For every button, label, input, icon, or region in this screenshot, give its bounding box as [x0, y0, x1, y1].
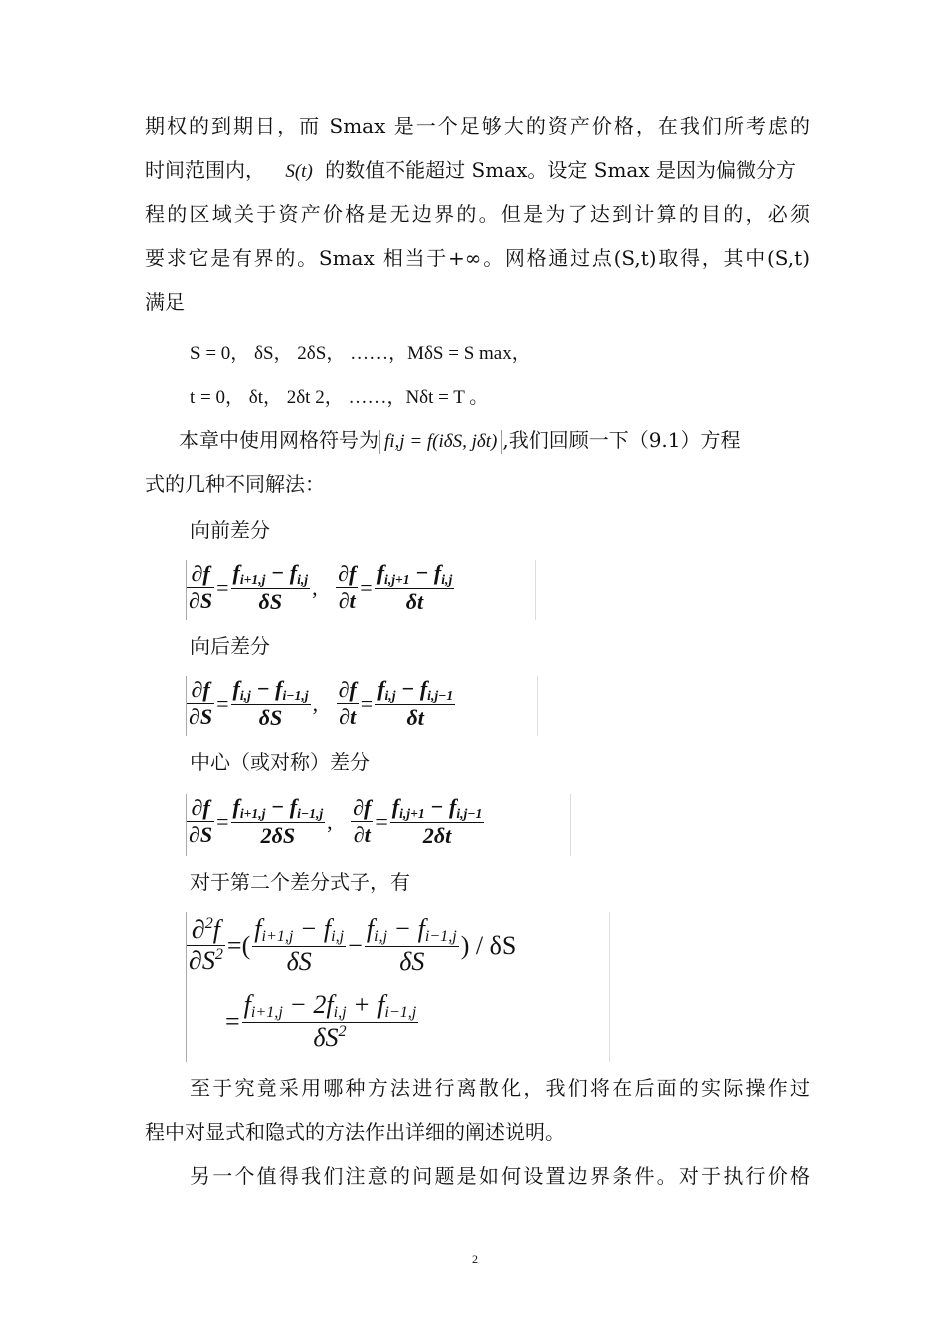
grid-t-points: t = 0， δt， 2δt 2， ……，Nδt = T 。 — [190, 387, 489, 408]
label-backward-difference: 向后差分 — [190, 634, 270, 658]
paragraph4-line1: 另一个值得我们注意的问题是如何设置边界条件。对于执行价格 — [190, 1164, 810, 1188]
equation-forward-difference: $\frac{\partial f}{\partial S}$ = $\frac{f_{i+1,j} - f_{i,j}}{\delta S}$ , $\frac{\partial f}{\partial t}$ = $\frac{f_{i,j+1} - f_{i,j}}{\delta t}$ — [186, 560, 536, 620]
equation-second-difference: $\frac{\partial^2f}{\partial S^2}$ =( $\frac{f_{i+1,j} - f_{i,j}}{\delta S}$ − $\frac{f_{i,j} - f_{i-1,j}}{\delta S}$ ) / δS = $\frac{f_{i+1,j} - 2f_{i,j} + f_{i-1,j}}{\delta S^2}$ — [186, 912, 610, 1062]
equation-central-difference: $\frac{\partial f}{\partial S}$ = $\frac{f_{i+1,j} - f_{i-1,j}}{2\delta S}$ , $\frac{\partial f}{\partial t}$ = $\frac{f_{i,j+1} - f_{i,j-1}}{2\delta t}$ — [186, 794, 571, 856]
paragraph2-line2: 式的几种不同解法： — [145, 472, 325, 496]
paragraph1-line2-text-b: 的数值不能超过 Smax。设定 Smax 是因为偏微分方 — [325, 158, 796, 182]
equation-backward-difference: $\frac{\partial f}{\partial S}$ = $\frac{f_{i,j} - f_{i-1,j}}{\delta S}$ , $\frac{\partial f}{\partial t}$ = $\frac{f_{i,j} - f_{i,j-1}}{\delta t}$ — [186, 676, 538, 736]
paragraph2-line1 — [145, 428, 810, 454]
paragraph1-line2-text-a: 时间范围内， — [145, 158, 265, 182]
label-second-difference: 对于第二个差分式子，有 — [190, 870, 410, 894]
paragraph1-line2 — [145, 158, 810, 184]
paragraph1-line3: 程的区域关于资产价格是无边界的。但是为了达到计算的目的，必须 — [145, 202, 810, 226]
page-number: 2 — [472, 1252, 478, 1266]
paragraph3-line2: 程中对显式和隐式的方法作出详细的阐述说明。 — [145, 1120, 565, 1144]
paragraph1-line1: 期权的到期日，而 Smax 是一个足够大的资产价格，在我们所考虑的 — [145, 114, 810, 138]
label-forward-difference: 向前差分 — [190, 518, 270, 542]
paragraph2-line1-text-a: 本章中使用网格符号为 — [179, 428, 379, 452]
inline-math-grid-notation: fi,j = f(iδS, jδt) — [379, 430, 502, 454]
paragraph1-line4: 要求它是有界的。Smax 相当于+∞。网格通过点(S,t)取得，其中(S,t) — [145, 246, 810, 270]
label-central-difference: 中心（或对称）差分 — [190, 750, 370, 774]
inline-math-s-of-t: S(t) — [285, 161, 313, 182]
paragraph2-line1-text-b: ,我们回顾一下（9.1）方程 — [502, 428, 741, 452]
paragraph3-line1: 至于究竟采用哪种方法进行离散化，我们将在后面的实际操作过 — [190, 1076, 810, 1100]
grid-s-points: S = 0， δS， 2δS， ……，MδS = S max， — [190, 343, 531, 364]
paragraph1-line5: 满足 — [145, 290, 185, 314]
